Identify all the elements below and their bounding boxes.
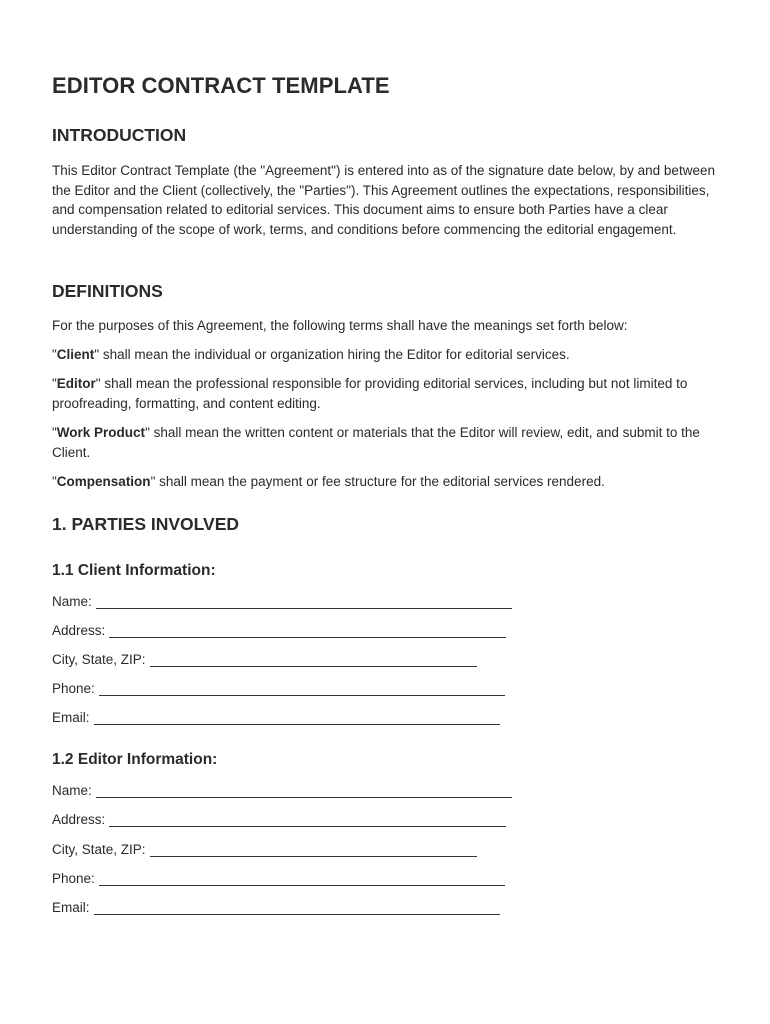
definition-term: Compensation (56, 474, 151, 489)
definition-client: "Client" shall mean the individual or organization hiring the Editor for editorial services. (52, 347, 570, 362)
definitions-intro: For the purposes of this Agreement, the following terms shall have the meanings set forth below: (52, 318, 628, 333)
document-title: EDITOR CONTRACT TEMPLATE (52, 73, 390, 98)
client-name-field[interactable] (52, 594, 512, 609)
blank-line[interactable] (150, 654, 477, 667)
definition-work-product: "Work Product" shall mean the written content or materials that the Editor will review, edit, and submit to the Client. (52, 425, 700, 460)
editor-info-heading: 1.2 Editor Information: (52, 751, 218, 768)
editor-address-field[interactable] (52, 812, 506, 827)
blank-line[interactable] (96, 596, 512, 609)
client-phone-field[interactable] (52, 681, 505, 696)
blank-line[interactable] (96, 785, 512, 798)
field-label: City, State, ZIP: (52, 842, 146, 857)
field-label: Email: (52, 710, 90, 725)
field-label: Phone: (52, 871, 95, 886)
blank-line[interactable] (109, 814, 506, 827)
editor-city-state-zip-field[interactable] (52, 842, 477, 857)
definition-text: " shall mean the payment or fee structure for the editorial services rendered. (150, 474, 605, 489)
client-info-heading: 1.1 Client Information: (52, 562, 216, 579)
field-label: Address: (52, 812, 106, 827)
blank-line[interactable] (109, 625, 506, 638)
definition-term: Work Product (56, 425, 146, 440)
field-label: Name: (52, 783, 92, 798)
blank-line[interactable] (99, 683, 505, 696)
blank-line[interactable] (150, 844, 477, 857)
editor-email-field[interactable] (52, 900, 500, 915)
introduction-heading: INTRODUCTION (52, 125, 187, 145)
definition-compensation: "Compensation" shall mean the payment or fee structure for the editorial services rendered. (52, 474, 605, 489)
client-email-field[interactable] (52, 710, 500, 725)
field-label: Phone: (52, 681, 95, 696)
client-address-field[interactable] (52, 623, 506, 638)
field-label: Name: (52, 594, 92, 609)
definition-term: Editor (56, 376, 96, 391)
field-label: Address: (52, 623, 106, 638)
blank-line[interactable] (99, 873, 505, 886)
field-label: City, State, ZIP: (52, 652, 146, 667)
definition-text: " shall mean the written content or materials that the Editor will review, edit, and submit to the Client. (52, 425, 700, 460)
definitions-heading: DEFINITIONS (52, 281, 163, 301)
parties-heading: 1. PARTIES INVOLVED (52, 514, 240, 534)
field-label: Email: (52, 900, 90, 915)
blank-line[interactable] (94, 712, 500, 725)
client-city-state-zip-field[interactable] (52, 652, 477, 667)
definition-text: " shall mean the individual or organization hiring the Editor for editorial services. (94, 347, 570, 362)
introduction-paragraph: This Editor Contract Template (the "Agreement") is entered into as of the signature date below, by and between the Editor and the Client (collectively, the "Parties"). This Agreement outlines the expectations, responsibilities, and compensation related to editorial services. This document aims to ensure both Parties have a clear understanding of the scope of work, terms, and conditions before commencing the editorial engagement. (52, 163, 715, 237)
editor-phone-field[interactable] (52, 871, 505, 886)
blank-line[interactable] (94, 902, 500, 915)
definition-editor: "Editor" shall mean the professional responsible for providing editorial services, including but not limited to proofreading, formatting, and content editing. (52, 376, 688, 411)
editor-name-field[interactable] (52, 783, 512, 798)
definition-term: Client (56, 347, 95, 362)
definition-text: " shall mean the professional responsible for providing editorial services, including but not limited to proofreading, formatting, and content editing. (52, 376, 688, 411)
